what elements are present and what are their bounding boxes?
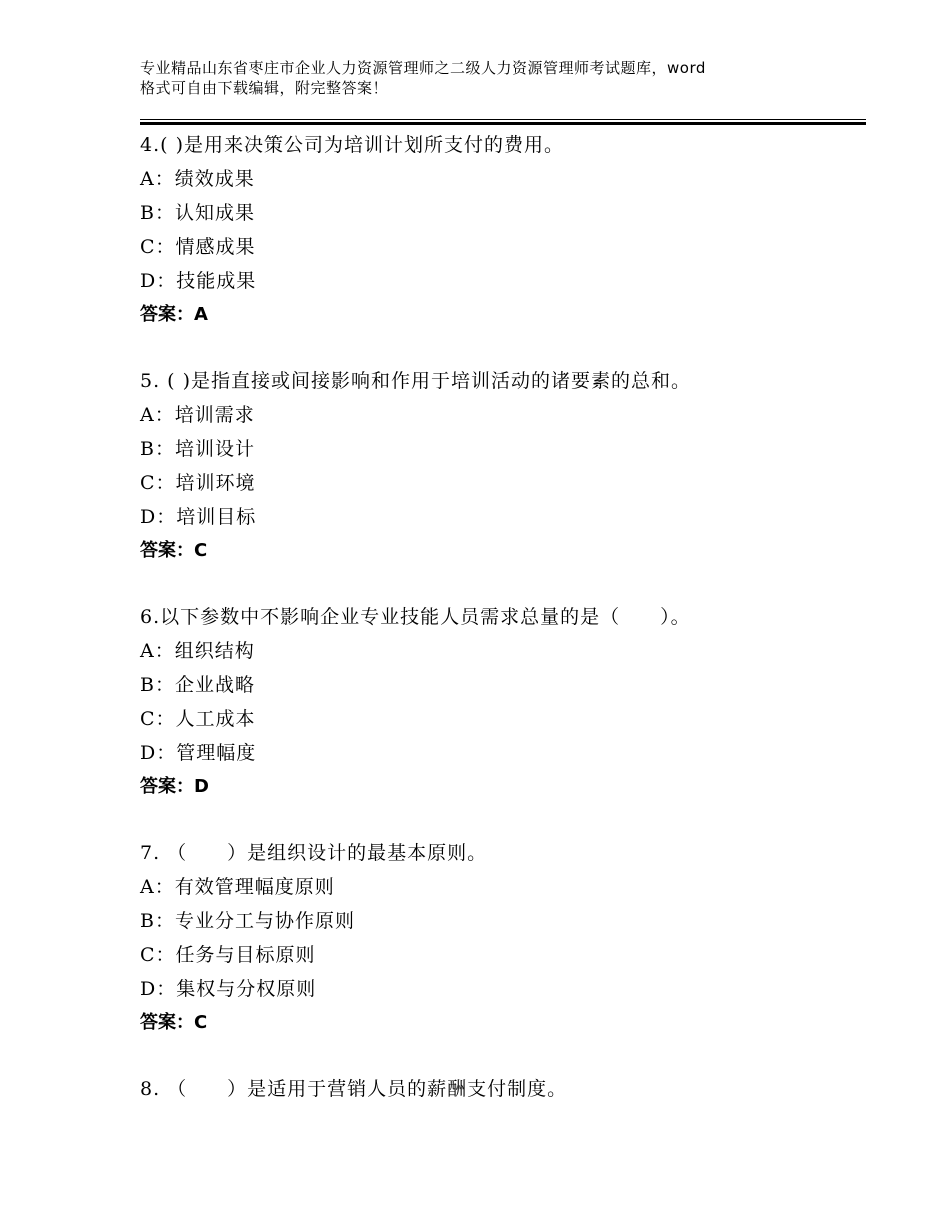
option-d: D：集权与分权原则 [140, 978, 317, 1000]
option-d: D：管理幅度 [140, 742, 257, 764]
option-c: C：人工成本 [140, 708, 256, 730]
document-header [140, 58, 840, 98]
question-stem: 4.( )是用来决策公司为培训计划所支付的费用。 [140, 134, 564, 156]
question-7 [140, 836, 866, 1040]
header-rule-thin [140, 119, 866, 120]
answer: 答案：C [140, 1012, 208, 1033]
option-b: B：专业分工与协作原则 [140, 910, 355, 932]
question-8 [140, 1072, 866, 1106]
header-line-1: 专业精品山东省枣庄市企业人力资源管理师之二级人力资源管理师考试题库，word [140, 59, 706, 77]
question-stem: 8. （ ）是适用于营销人员的薪酬支付制度。 [140, 1078, 568, 1100]
option-c: C：任务与目标原则 [140, 944, 316, 966]
question-list [140, 128, 866, 1138]
option-c: C：情感成果 [140, 236, 256, 258]
question-4 [140, 128, 866, 332]
question-stem: 6.以下参数中不影响企业专业技能人员需求总量的是（ ）。 [140, 606, 691, 628]
option-d: D：培训目标 [140, 506, 257, 528]
option-a: A：绩效成果 [140, 168, 255, 190]
header-line-2: 格式可自由下载编辑，附完整答案！ [140, 79, 389, 97]
option-d: D：技能成果 [140, 270, 257, 292]
answer: 答案：A [140, 304, 208, 325]
question-6 [140, 600, 866, 804]
question-stem: 7. （ ）是组织设计的最基本原则。 [140, 842, 488, 864]
option-a: A：有效管理幅度原则 [140, 876, 335, 898]
question-stem: 5. ( )是指直接或间接影响和作用于培训活动的诸要素的总和。 [140, 370, 692, 392]
option-b: B：认知成果 [140, 202, 255, 224]
option-a: A：培训需求 [140, 404, 255, 426]
option-a: A：组织结构 [140, 640, 255, 662]
header-rule-thick [140, 122, 866, 125]
option-b: B：培训设计 [140, 438, 255, 460]
option-c: C：培训环境 [140, 472, 256, 494]
answer: 答案：D [140, 776, 209, 797]
option-b: B：企业战略 [140, 674, 255, 696]
question-5 [140, 364, 866, 568]
answer: 答案：C [140, 540, 208, 561]
